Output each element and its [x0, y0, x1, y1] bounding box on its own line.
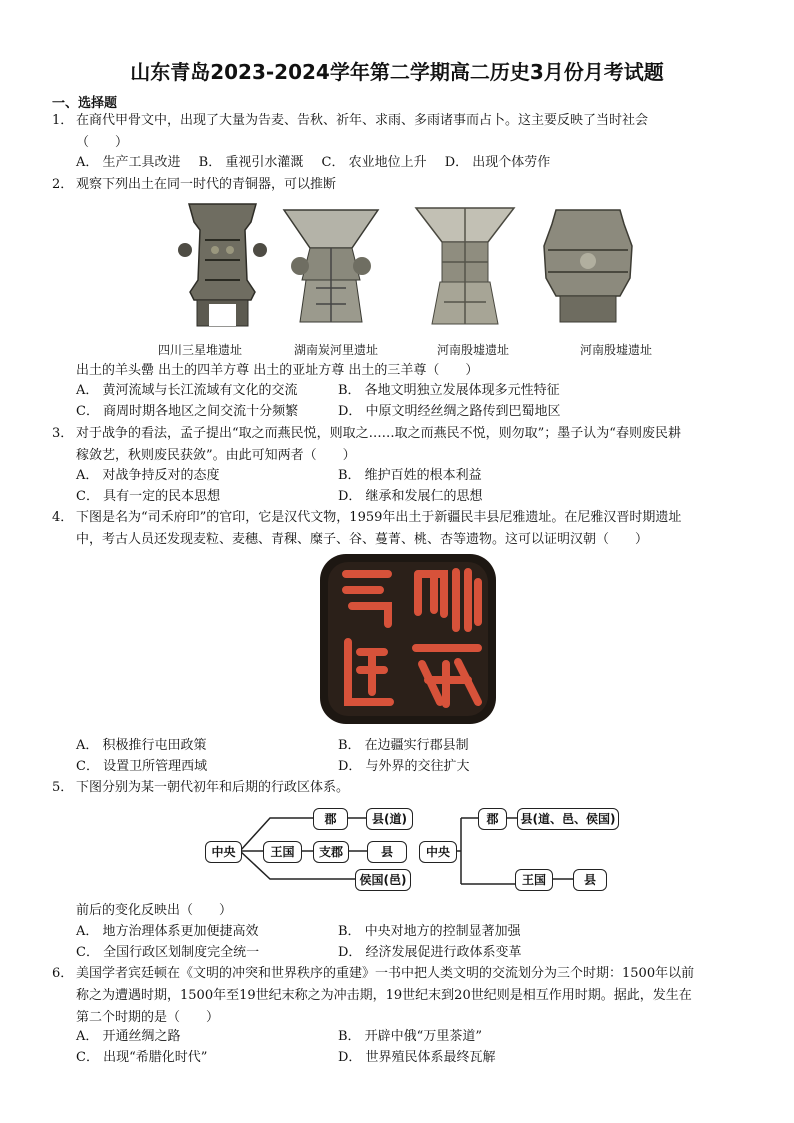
option-c[interactable]: C． 具有一定的民本思想 — [76, 489, 221, 504]
question-stem: 下图是名为“司禾府印”的官印，它是汉代文物，1959年出土于新疆民丰县尼雅遗址。在尼雅汉晋时期遗址 — [76, 510, 682, 525]
option-a[interactable]: A． 对战争持反对的态度 — [76, 468, 220, 483]
option-c[interactable]: C． 全国行政区划制度完全统一 — [76, 945, 260, 960]
question-stem-cont: 称之为遭遇时期，1500年至19世纪末称之为冲击期，19世纪末到20世纪则是相互作用时期。据此，发生在 — [76, 988, 692, 1003]
option-b[interactable]: B． 各地文明独立发展体现多元性特征 — [338, 383, 560, 398]
option-c[interactable]: C． 设置卫所管理西域 — [76, 759, 208, 774]
diagram-right-xian: 县 — [573, 869, 607, 891]
option-d[interactable]: D． 继承和发展仁的思想 — [338, 489, 483, 504]
diagram-left-jun: 郡 — [313, 808, 348, 830]
diagram-left-xian: 县 — [367, 841, 407, 863]
option-a[interactable]: A． 积极推行屯田政策 — [76, 738, 207, 753]
option-d[interactable]: D． 世界殖民体系最终瓦解 — [338, 1050, 496, 1065]
option-b[interactable]: B． 中央对地方的控制显著加强 — [338, 924, 521, 939]
option-d[interactable]: D． 中原文明经丝绸之路传到巴蜀地区 — [338, 404, 561, 419]
option-d[interactable]: D． 出现个体劳作 — [444, 155, 551, 170]
question-5-after: 前后的变化反映出（ ） — [76, 903, 233, 918]
caption-1: 四川三星堆遗址 — [158, 343, 243, 357]
diagram-right-center: 中央 — [419, 841, 457, 863]
option-d[interactable]: D． 与外界的交往扩大 — [338, 759, 470, 774]
option-b[interactable]: B． 开辟中俄“万里茶道” — [338, 1029, 482, 1044]
diagram-left-center: 中央 — [205, 841, 242, 863]
option-b[interactable]: B． 重视引水灌溉 — [198, 155, 304, 170]
diagram-left-zhijun: 支郡 — [313, 841, 349, 863]
question-stem: 下图分别为某一朝代初年和后期的行政区体系。 — [76, 780, 350, 795]
caption-second-line: 出土的羊头罍 出土的四羊方尊 出土的亚址方尊 出土的三羊尊（ ） — [76, 363, 479, 378]
question-number: 1． — [52, 113, 74, 128]
option-a[interactable]: A． 黄河流域与长江流域有文化的交流 — [76, 383, 298, 398]
caption-3: 河南殷墟遗址 — [437, 343, 510, 357]
option-c[interactable]: C． 出现“希腊化时代” — [76, 1050, 208, 1065]
diagram-right-jun: 郡 — [478, 808, 507, 830]
option-b[interactable]: B． 在边疆实行郡县制 — [338, 738, 469, 753]
question-stem-cont: （ ） — [76, 135, 129, 150]
question-number: 3． — [52, 426, 74, 441]
question-stem-cont: 中，考古人员还发现麦粒、麦穗、青稞、糜子、谷、蔓菁、桃、杏等遗物。这可以证明汉朝（ ） — [76, 532, 649, 547]
diagram-left-houguo: 侯国(邑) — [355, 869, 411, 891]
option-a[interactable]: A． 开通丝绸之路 — [76, 1029, 181, 1044]
option-c[interactable]: C． 商周时期各地区之间交流十分频繁 — [76, 404, 299, 419]
page-title: 山东青岛2023-2024学年第二学期高二历史3月份月考试题 — [130, 60, 664, 84]
question-number: 4． — [52, 510, 74, 525]
question-number: 5． — [52, 780, 74, 795]
section-heading: 一、选择题 — [52, 96, 118, 111]
question-number: 2． — [52, 177, 74, 192]
caption-2: 湖南炭河里遗址 — [294, 343, 379, 357]
option-b[interactable]: B． 维护百姓的根本利益 — [338, 468, 482, 483]
question-stem-cont: 稼敛艺，秋则废民获敛”。由此可知两者（ ） — [76, 448, 356, 463]
option-a[interactable]: A． 地方治理体系更加便捷高效 — [76, 924, 259, 939]
question-stem: 对于战争的看法，孟子提出“取之而燕民悦，则取之……取之而燕民不悦，则勿取”；墨子认为“春则废民耕 — [76, 426, 681, 441]
option-d[interactable]: D． 经济发展促进行政体系变革 — [338, 945, 522, 960]
diagram-right-xian-multi: 县(道、邑、侯国) — [517, 808, 619, 830]
question-stem: 观察下列出土在同一时代的青铜器，可以推断 — [76, 177, 337, 192]
question-stem: 在商代甲骨文中，出现了大量为告麦、告秋、祈年、求雨、多雨诸事而占卜。这主要反映了当时社会 — [76, 113, 649, 128]
question-stem-cont: 第二个时期的是（ ） — [76, 1010, 220, 1025]
caption-4: 河南殷墟遗址 — [580, 343, 653, 357]
option-c[interactable]: C． 农业地位上升 — [321, 155, 427, 170]
question-6 — [52, 963, 742, 1029]
question-stem: 美国学者宾廷顿在《文明的冲突和世界秩序的重建》一书中把人类文明的交流划分为三个时期：1500年以前 — [76, 966, 695, 981]
question-number: 6． — [52, 966, 74, 981]
diagram-right-wangguo: 王国 — [515, 869, 553, 891]
option-a[interactable]: A． 生产工具改进 — [76, 155, 181, 170]
diagram-left-wangguo: 王国 — [263, 841, 302, 863]
diagram-left-xian-dao: 县(道) — [366, 808, 413, 830]
